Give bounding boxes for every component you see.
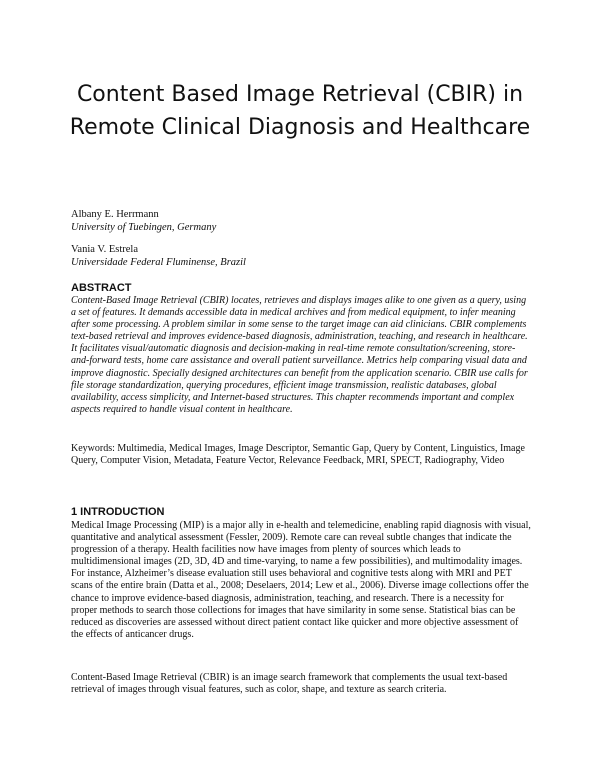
intro-paragraph-1: Medical Image Processing (MIP) is a major ally in e-health and telemedicine, enabling rapid diagnosis with visual, quantitative and analytical assessment (Fessler, 2009). Remote care can reveal subtle changes that indicate the progression of a therapy. Health facilities now have images from plenty of sources which leads to multidimensional images (2D, 3D, 4D and time-varying, to name a few possibilities), and multimodality images. For instance, Alzheimer’s disease evaluation still uses behavioral and cognitive tests along with MRI and PET scans of the entire brain (Datta et al., 2008; Deselaers, 2014; Lew et al., 2006). Diverse image collections offer the chance to improve evidence-based diagnosis, administration, teaching, and research. There is a necessity for proper methods to search those collections for images that have similarity in some sense. Statistical bias can be reduced as discoveries are assessed without direct patient contact like quicker and more objective assessment of the effects of anticancer drugs. xyxy=(71,520,531,640)
author-block-1 xyxy=(71,208,216,234)
section-heading-introduction: 1 INTRODUCTION xyxy=(71,506,165,518)
keywords-text: Keywords: Multimedia, Medical Images, Image Descriptor, Semantic Gap, Query by Content, Linguistics, Image Query, Computer Vision, Metadata, Feature Vector, Relevance Feedback, MRI, SPECT, Radiography, Video xyxy=(71,443,525,467)
abstract-text: Content-Based Image Retrieval (CBIR) locates, retrieves and displays images alike to one given as a query, using a set of features. It demands accessible data in medical archives and from medical equipment, to infer meaning after some processing. A problem similar in some sense to the target image can aid clinicians. CBIR complements text-based retrieval and improves evidence-based diagnosis, administration, teaching, and research in healthcare. It facilitates visual/automatic diagnosis and decision-making in real-time remote consultation/screening, store-and-forward tests, home care assistance and overall patient surveillance. Metrics help comparing visual data and improve diagnostic. Specially designed architectures can benefit from the application scenario. CBIR use calls for file storage standardization, querying procedures, efficient image transmission, realistic databases, global availability, access simplicity, and Internet-based structures. This chapter recommends important and complex aspects required to handle visual content in healthcare. xyxy=(71,295,528,415)
author-affiliation: University of Tuebingen, Germany xyxy=(71,222,217,233)
author-name: Vania V. Estrela xyxy=(71,244,138,255)
paper-title: Content Based Image Retrieval (CBIR) in Remote Clinical Diagnosis and Healthcare xyxy=(69,82,531,140)
author-block-2 xyxy=(71,243,246,269)
intro-paragraph-2: Content-Based Image Retrieval (CBIR) is an image search framework that complements the usual text-based retrieval of images through visual features, such as color, shape, and texture as search criteria. xyxy=(71,672,508,696)
abstract-heading: ABSTRACT xyxy=(71,282,132,294)
author-name: Albany E. Herrmann xyxy=(71,209,159,220)
author-affiliation: Universidade Federal Fluminense, Brazil xyxy=(71,257,246,268)
